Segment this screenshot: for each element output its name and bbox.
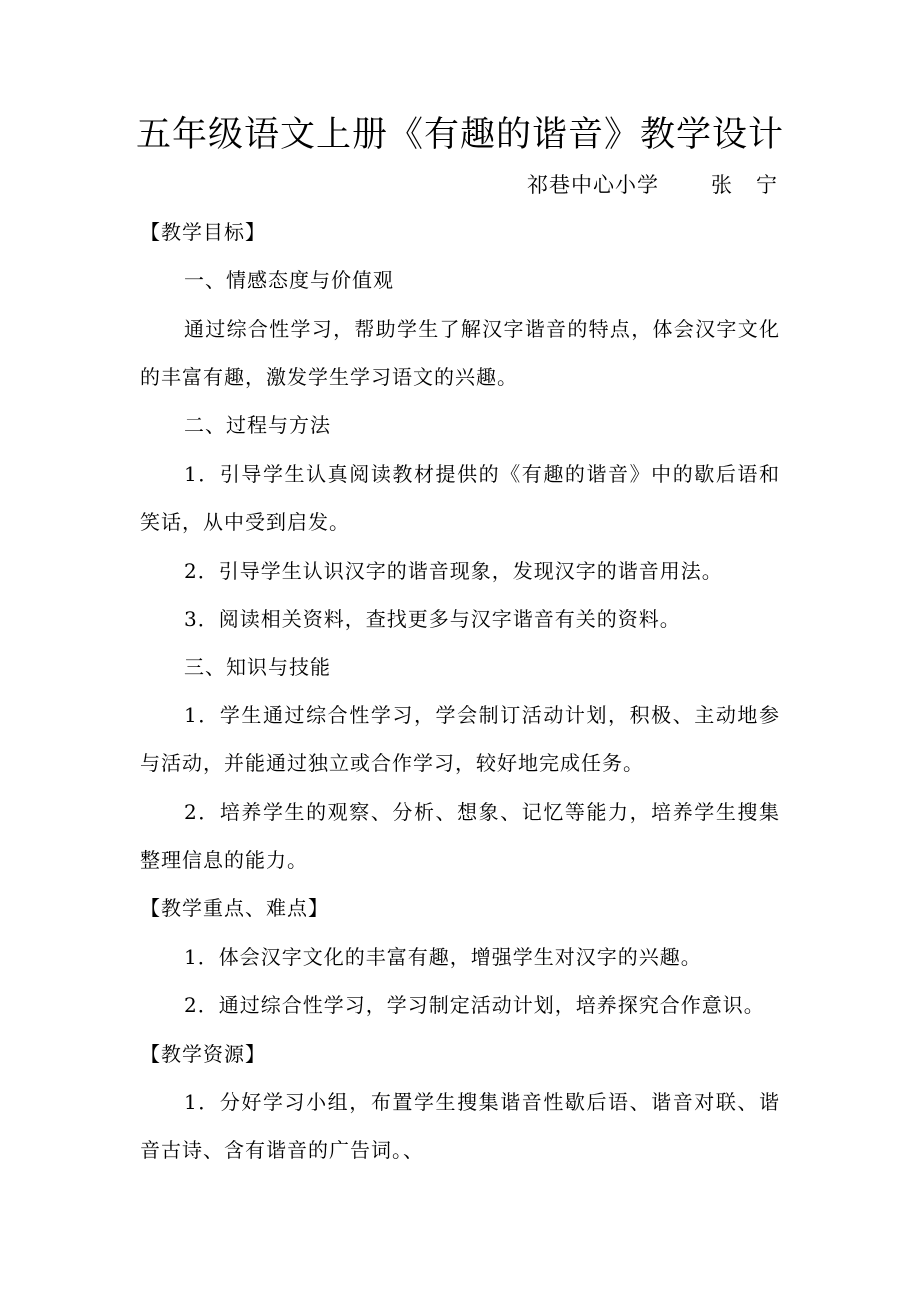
author-line	[527, 170, 801, 200]
goal2-item3: 3．阅读相关资料，查找更多与汉字谐音有关的资料。	[184, 607, 681, 631]
key-item1: 1．体会汉字文化的丰富有趣，增强学生对汉字的兴趣。	[184, 945, 702, 969]
key-item2: 2．通过综合性学习，学习制定活动计划，培养探究合作意识。	[184, 993, 765, 1017]
key-heading: 【教学重点、难点】	[140, 896, 329, 920]
goal3-item2-line2: 整理信息的能力。	[140, 848, 308, 872]
goal2-item1-line2: 笑话，从中受到启发。	[140, 510, 350, 534]
goals-heading: 【教学目标】	[140, 220, 266, 244]
goal2-heading: 二、过程与方法	[184, 413, 331, 437]
goal1-text-line2: 的丰富有趣，激发学生学习语文的兴趣。	[140, 365, 518, 389]
res-item1-line2: 音古诗、含有谐音的广告词。、	[140, 1138, 424, 1162]
goal3-item2-line1: 2．培养学生的观察、分析、想象、记忆等能力，培养学生搜集	[184, 800, 780, 824]
goal2-item2: 2．引导学生认识汉字的谐音现象，发现汉字的谐音用法。	[184, 559, 723, 583]
goal1-text-line1: 通过综合性学习，帮助学生了解汉字谐音的特点，体会汉字文化	[184, 317, 780, 341]
author-name: 张宁	[711, 173, 801, 197]
goal3-heading: 三、知识与技能	[184, 655, 331, 679]
goal1-heading: 一、情感态度与价值观	[184, 268, 394, 292]
goal3-item1-line2: 与活动，并能通过独立或合作学习，较好地完成任务。	[140, 751, 644, 775]
resources-heading: 【教学资源】	[140, 1042, 266, 1066]
school-name: 祁巷中心小学	[527, 173, 659, 197]
document-title: 五年级语文上册《有趣的谐音》教学设计	[135, 115, 784, 155]
res-item1-line1: 1．分好学习小组，布置学生搜集谐音性歇后语、谐音对联、谐	[184, 1090, 780, 1114]
goal2-item1-line1: 1．引导学生认真阅读教材提供的《有趣的谐音》中的歇后语和	[184, 462, 780, 486]
goal3-item1-line1: 1．学生通过综合性学习，学会制订活动计划，积极、主动地参	[184, 703, 780, 727]
